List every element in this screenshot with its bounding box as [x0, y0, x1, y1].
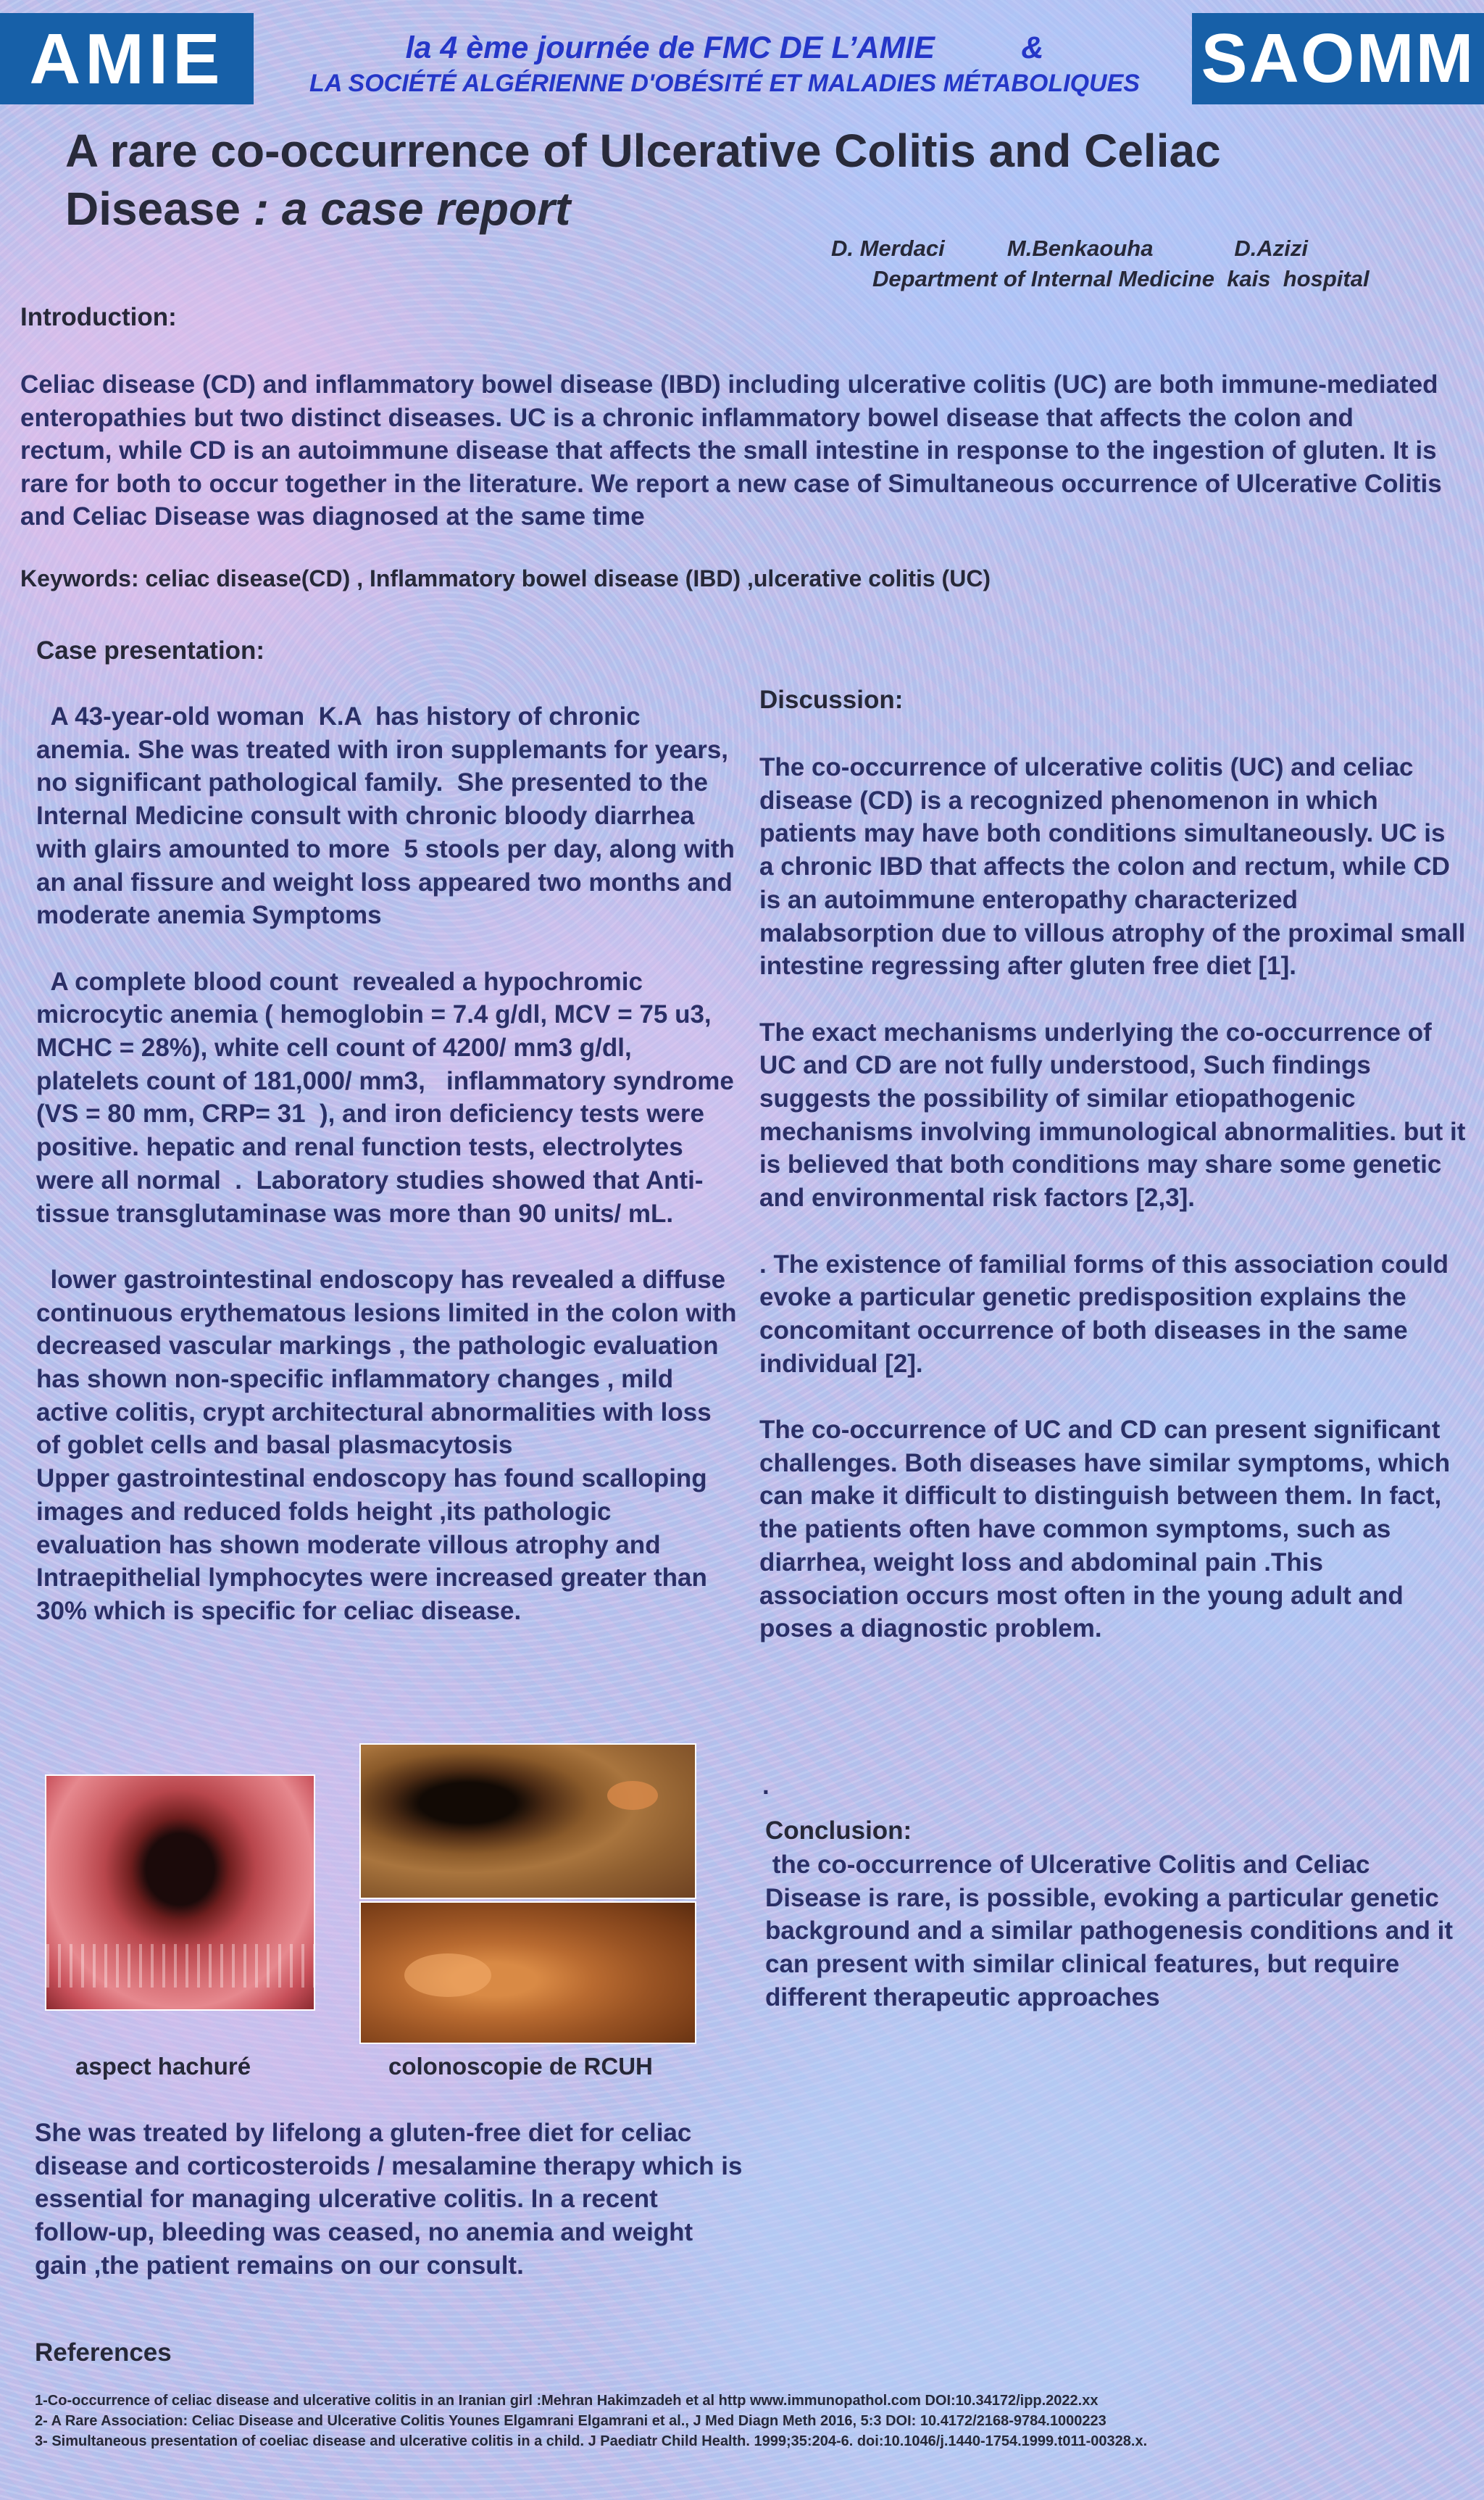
poster-title	[65, 122, 1370, 238]
case-presentation-text	[36, 700, 744, 1628]
event-title: la 4 ème journée de FMC DE L’AMIE &	[405, 30, 1044, 65]
title-line2	[65, 180, 1370, 238]
separator-dot: .	[762, 1772, 770, 1800]
mucosa-texture	[46, 1944, 314, 1988]
colonoscopy-image-left	[45, 1774, 315, 2011]
saomm-logo	[1192, 13, 1484, 104]
discussion-paragraph-3: . The existence of familial forms of this association could evoke a particular genetic predisposition explains the concomitant occurrence of both diseases in the same individual [2].	[759, 1250, 1449, 1378]
discussion-heading: Discussion:	[759, 686, 904, 714]
keywords: Keywords: celiac disease(CD) , Inflammatory bowel disease (IBD) ,ulcerative colitis (UC)	[20, 565, 991, 591]
mucosa-highlight	[607, 1781, 658, 1810]
image-caption-left: aspect hachuré	[75, 2053, 251, 2080]
case-paragraph-2: A complete blood count revealed a hypochromic microcytic anemia ( hemoglobin = 7.4 g/dl, MCV = 75 u3, MCHC = 28%), white cell count of 4200/ mm3 g/dl, platelets count of 181,000/ mm3, inflammatory syndrome (VS = 80 mm, CRP= 31 ), and iron deficiency tests were positive. hepatic and renal function tests, electrolytes were all normal . Laboratory studies showed that Anti-tissue transglutaminase was more than 90 units/ mL.	[36, 967, 741, 1228]
colonoscopy-image-top	[359, 1743, 696, 1899]
conclusion-text: the co-occurrence of Ulcerative Colitis and Celiac Disease is rare, is possible, evoking a particular genetic background and a similar pathogenesis conditions and it can present with similar clinical features, but require different therapeutic approaches	[765, 1851, 1460, 2011]
title-line1: A rare co-occurrence of Ulcerative Colitis and Celiac	[65, 125, 1221, 177]
references-heading: References	[35, 2338, 172, 2367]
title-main: Disease	[65, 183, 241, 235]
case-presentation-heading: Case presentation:	[36, 636, 265, 665]
mucosa-highlight	[404, 1953, 491, 1997]
treatment-followup-text: She was treated by lifelong a gluten-free diet for celiac disease and corticosteroids / mesalamine therapy which is essential for managing ulcerative colitis. In a recent follow-up, bleeding was ceased, no anemia and weight gain ,the patient remains on our consult.	[35, 2119, 743, 2280]
discussion-paragraph-1: The co-occurrence of ulcerative colitis (UC) and celiac disease (CD) is a recognized phenomenon in which patients may have both conditions simultaneously. UC is a chronic IBD that affects the colon and rectum, while CD is an autoimmune enteropathy characterized malabsorption due to villous atrophy of the proximal small intestine regressing after gluten free diet [1].	[759, 753, 1466, 981]
reference-item: 1-Co-occurrence of celiac disease and ulcerative colitis in an Iranian girl :Mehran Hakimzadeh et al http www.immunopathol.com DOI:10.34172/ipp.2022.xx	[35, 2393, 1099, 2409]
case-paragraph-4: Upper gastrointestinal endoscopy has found scalloping images and reduced folds height ,its pathologic evaluation has shown moderate villous atrophy and Intraepithelial lymphocytes were increased greater than 30% which is specific for celiac disease.	[36, 1464, 707, 1625]
saomm-logo-text: SAOMM	[1201, 20, 1475, 97]
authors: D. Merdaci M.Benkaouha D.Azizi	[831, 236, 1309, 261]
colonoscopy-image-bottom	[359, 1901, 696, 2044]
introduction-text: Celiac disease (CD) and inflammatory bowel disease (IBD) including ulcerative colitis (UC) are both immune-mediated enteropathies but two distinct diseases. UC is a chronic inflammatory bowel disease that affects the colon and rectum, while CD is an autoimmune disease that affects the small intestine in response to the ingestion of gluten. It is rare for both to occur together in the literature. We report a new case of Simultaneous occurrence of Ulcerative Colitis and Celiac Disease was diagnosed at the same time	[20, 370, 1442, 531]
affiliation: Department of Internal Medicine kais hospital	[872, 266, 1370, 291]
reference-item: 3- Simultaneous presentation of coeliac disease and ulcerative colitis in a child. J Paediatr Child Health. 1999;35:204-6. doi:10.1046/j.1440-1754.1999.t011-00328.x.	[35, 2433, 1148, 2449]
discussion-paragraph-2: The exact mechanisms underlying the co-occurrence of UC and CD are not fully understood, Such findings suggests the possibility of similar etiopathogenic mechanisms involving immunological abnormalities. but it is believed that both conditions may share some genetic and environmental risk factors [2,3].	[759, 1018, 1466, 1213]
discussion-paragraph-4: The co-occurrence of UC and CD can present significant challenges. Both diseases have similar symptoms, which can make it difficult to distinguish between them. In fact, the patients often have common symptoms, such as diarrhea, weight loss and abdominal pain .This association occurs most often in the young adult and poses a diagnostic problem.	[759, 1416, 1451, 1643]
amie-logo	[0, 13, 254, 104]
title-subtitle: : a case report	[240, 183, 571, 235]
amie-logo-text: AMIE	[29, 18, 225, 99]
references-list	[35, 2391, 1477, 2451]
image-caption-right: colonoscopie de RCUH	[388, 2053, 653, 2080]
discussion-text	[759, 751, 1466, 1645]
conclusion-heading: Conclusion:	[765, 1816, 912, 1845]
case-paragraph-1: A 43-year-old woman K.A has history of chronic anemia. She was treated with iron supplemants for years, no significant pathological family. She presented to the Internal Medicine consult with chronic bloody diarrhea with glairs amounted to more 5 stools per day, along with an anal fissure and weight loss appeared two months and moderate anemia Symptoms	[36, 702, 742, 930]
case-paragraph-3: lower gastrointestinal endoscopy has revealed a diffuse continuous erythematous lesions limited in the colon with decreased vascular markings , the pathologic evaluation has shown non-specific inflammatory changes , mild active colitis, crypt architectural abnormalities with loss of goblet cells and basal plasmacytosis	[36, 1265, 744, 1460]
introduction-heading: Introduction:	[20, 303, 177, 331]
event-society: LA SOCIÉTÉ ALGÉRIENNE D'OBÉSITÉ ET MALADIES MÉTABOLIQUES	[309, 70, 1140, 97]
reference-item: 2- A Rare Association: Celiac Disease and Ulcerative Colitis Younes Elgamrani Elgamrani et al., J Med Diagn Meth 2016, 5:3 DOI: 10.4172/2168-9784.1000223	[35, 2413, 1106, 2429]
